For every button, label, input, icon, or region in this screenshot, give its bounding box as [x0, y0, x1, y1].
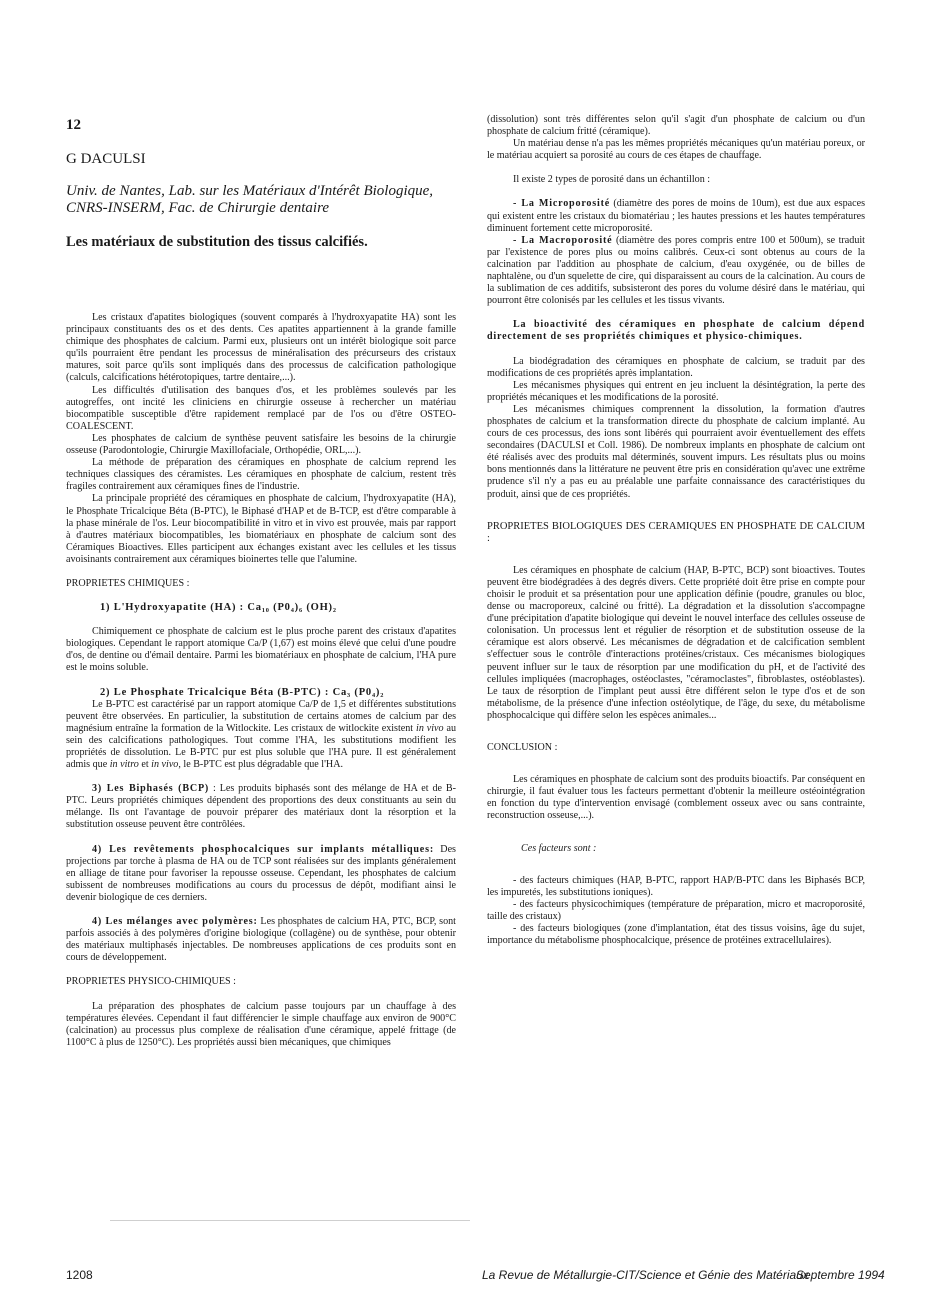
biphase-paragraph: 3) Les Biphasés (BCP) : Les produits biphasés sont des mélange de HA et de B-PTC. Leurs propriétés chimiques dépendent des proportions des deux constituants au sein du mélange. Ils ont l'avantage de pouvoir préparer des matériaux dont la résorption et la substitution osseuse peuvent être contrôlées.: [66, 783, 456, 831]
biodegradation-paragraph: La biodégradation des céramiques en phosphate de calcium, se traduit par des modifications de ces propriétés après implantation.: [487, 355, 865, 379]
porosity-intro: Il existe 2 types de porosité dans un échantillon :: [513, 174, 711, 186]
intro-paragraph-2: Les difficultés d'utilisation des banques d'os, et les problèmes soulevés par les autogreffes, ont incité les cliniciens en chirurgie osseuse à rechercher un matériau biocompatible susceptible d'être rapidement remplacé par de l'os ou d'être OSTEO-COALESCENT.: [66, 384, 456, 432]
coatings-heading: 4) Les revêtements phosphocalciques sur implants métalliques:: [92, 843, 434, 855]
biphase-heading: 3) Les Biphasés (BCP): [92, 783, 210, 795]
physchem-text: La préparation des phosphates de calcium passe toujours par un chauffage à des températures élevées. Cependant il faut différencier le simple chauffage aux environ de 900°C (calcination) au processus plus complexe de réalisation d'une céramique, appelé frittage (de 1100°C à plus de 1250°C). Les propriétés aussi bien mécaniques, que chimiques: [66, 1000, 456, 1048]
factors-lead: Ces facteurs sont :: [521, 842, 597, 854]
footer-journal: La Revue de Métallurgie-CIT/Science et Génie des Matériaux: [482, 1268, 809, 1282]
coatings-paragraph: 4) Les revêtements phosphocalciques sur implants métalliques: Des projections par torche à plasma de HA ou de TCP sont réalisées sur des implants généralement en alliage de titane pour favoriser la repousse osseuse. Cependant, les phosphates de calcium subissent de nombreuses modifications au cours du processus de dépôt, modifiant ainsi le devenir biologique de ces derniers.: [66, 843, 456, 903]
microporosity-paragraph: - La Microporosité (diamètre des pores de moins de 10um), est due aux espaces qui existent entre les cristaux du biomatériau ; les hautes pressions et les hautes températures diminuent fortement cette microporosité.: [487, 198, 865, 234]
chemical-mechanisms-paragraph: Les mécanismes chimiques comprennent la dissolution, la formation d'autres phosphates de calcium et la transformation directe du phosphate de calcium implanté. Au cours de ces processus, des ions sont libérés qui pourraient avoir éventuellement des effets secondaires (DACULSI et Coll. 1986). De nombreux implants en phosphate de calcium ont été réalisés avec des produits mal déterminés, souvent impurs. Les résultats plus ou moins bons mentionnés dans la littérature ne peuvent être pris en considération qu'avec une extrême prudence s'il n'y a pas eu au préalable une parfaite connaissance des caractéristiques du produit, ainsi que de ces propriétés.: [487, 403, 865, 500]
macroporosity-paragraph: - La Macroporosité (diamètre des pores compris entre 100 et 500um), se traduit par l'existence de pores plus ou moins calibrés. Ceux-ci sont obtenus au cours de la calcination par l'addition au phosphate de calcium, d'eau oxygénée, ou de billes de naphtalène, ou d'un squelette de cire, qui disparaissent au cours de la calcination. Au cours de la sublimation de ces additifs, subsisteront des pores du volume désiré dans le matériau, qui pourront être colonisés par les cellules et les tissus vivants.: [487, 234, 865, 307]
chem-properties-heading: PROPRIETES CHIMIQUES :: [66, 577, 190, 589]
physical-mechanisms-paragraph: Les mécanismes physiques qui entrent en jeu incluent la désintégration, la perte des propriétés mécaniques et les modifications de la porosité.: [487, 379, 865, 403]
polymers-heading: 4) Les mélanges avec polymères:: [92, 916, 258, 928]
author: G DACULSI: [66, 151, 146, 167]
macroporosity-label: - La Macroporosité: [513, 234, 613, 246]
bottom-rule: [110, 1220, 470, 1221]
intro-paragraph-1: Les cristaux d'apatites biologiques (souvent comparés à l'hydroxyapatite HA) sont les principaux constituants des os et des dents. Ces apatites appartiennent à la grande famille chimique des phosphates de calcium. Parmi eux, plusieurs ont un intérêt biologique soit parce qu'ils pourraient être pendant les processus de minéralisation des précurseurs des cristaux matures, soit parce qu'ils sont impliqués dans des processus de calcification pathologique (calculs, calcifications hétérotopiques, tartre dentaire,...).: [66, 312, 456, 384]
factor-chemical: - des facteurs chimiques (HAP, B-PTC, rapport HAP/B-PTC dans les Biphasés BCP, les impuretés, les substitutions ioniques).: [487, 874, 865, 898]
affiliation: Univ. de Nantes, Lab. sur les Matériaux d'Intérêt Biologique, CNRS-INSERM, Fac. de Chirurgie dentaire: [66, 183, 434, 216]
factor-biological: - des facteurs biologiques (zone d'implantation, état des tissus voisins, âge du sujet, importance du métabolisme phosphocalcique, présence de protéines extracellulaires).: [487, 922, 865, 947]
footer-page-number: 1208: [66, 1268, 93, 1282]
factor-physicochemical: - des facteurs physicochimiques (température de préparation, micro et macroporosité, taille des cristaux): [487, 898, 865, 922]
polymers-paragraph: 4) Les mélanges avec polymères: Les phosphates de calcium HA, PTC, BCP, sont parfois associés à des polymères d'origine biologique (collagène) ou de synthèse, pour obtenir des matériaux multiphasés injectables. De nombreuses applications de ces produits sont en cours de développement.: [66, 916, 456, 964]
hydroxyapatite-text: Chimiquement ce phosphate de calcium est le plus proche parent des cristaux d'apatites biologiques. Cependant le rapport atomique Ca/P (1,67) est moins élevé que celui d'une poudre d'os, de dentine ou d'émail dentaire. Parmi les biomatériaux en phosphate de calcium, l'HA pure est le moins soluble.: [66, 626, 456, 674]
ptc-heading: 2) Le Phosphate Tricalcique Béta (B-PTC) : Ca₃ (P0₄)₂: [100, 686, 385, 698]
left-column: [66, 312, 456, 1049]
bio-properties-text: Les céramiques en phosphate de calcium (HAP, B-PTC, BCP) sont bioactives. Toutes peuvent être biodégradées à des degrés divers. Cette propriété doit être prise en compte pour choisir le produit et sa présentation pour une application définie (poudre, granules ou bloc, dense ou macroporeux, calciné ou fritté). La dégradation et la dissolution s'accompagne d'une précipitation d'apatite biologique qui deveint le nouvel interface des cellules osseuse de colonisation. Un processus lent et régulier de résorption et de substitution osseuse de la céramique est alors observé. Les mécanismes de dégradation et de calcification semblent s'effectuer sous le contrôle d'interactions protéines/cristaux. Ces mécanismes biologiques peuvent influer sur le taux de résorption par une modification du pH, et de l'activité des cellules impliquées (macrophages, ostéoclastes, "céramoclastes", fibroblastes, ostéoblastes). Le taux de résorption de l'implant peut aussi être différent selon le type d'os et de son métabolisme, de la présence d'une infection ostéolytique, de l'âge, du sexe, du métabolisme phosphocalcique qui diffère selon les espèces animales...: [487, 564, 865, 721]
section-number: 12: [66, 117, 81, 133]
bioactivity-statement: La bioactivité des céramiques en phosphate de calcium dépend directement de ses propriétés chimiques et physico-chimiques.: [487, 319, 865, 343]
hydroxyapatite-heading: 1) L'Hydroxyapatite (HA) : Ca₁₀ (P0₄)₆ (OH)₂: [100, 602, 337, 614]
intro-paragraph-3: Les phosphates de calcium de synthèse peuvent satisfaire les besoins de la chirurgie osseuse (Parodontologie, Chirurgie Maxillofaciale, Orthopédie, ORL,...).: [66, 432, 456, 457]
intro-paragraph-5: La principale propriété des céramiques en phosphate de calcium, l'hydroxyapatite (HA), le Phosphate Tricalcique Béta (B-PTC), le Biphasé d'HAP et de B-TCP, est d'être comparable à la phase minérale de l'os. Leur biocompatibilité in vitro et in vivo est prouvée, mais par rapport à d'autres matériaux biocompatibles, les biomatériaux en phosphate de calcium sont des Céramiques Bioactives. Elles participent aux échanges existant avec les cellules et les tissus avoisinants contrairement aux céramiques bioinertes telle que l'alumine.: [66, 493, 456, 565]
conclusion-heading: CONCLUSION :: [487, 742, 558, 754]
ptc-text: Le B-PTC est caractérisé par un rapport atomique Ca/P de 1,5 et différentes substitutions peuvent être observées. En particulier, la substitution de certains atomes de calcium par des magnésium entraîne la formation de la Witlockite. Les cristaux de witlockite existent in vivo au sein des calcifications pathologiques. Tout comme l'HA, les substitutions modifient les propriétés de dissolution. Le B-PTC pur est plus soluble que l'HA pure. Il est généralement admis que in vitro et in vivo, le B-PTC est plus dégradable que l'HA.: [66, 698, 456, 771]
intro-paragraph-4: La méthode de préparation des céramiques en phosphate de calcium reprend les techniques classiques des céramistes. Les céramiques en phosphate de calcium, restent très fragiles contrairement aux céramiques fines de l'industrie.: [66, 457, 456, 493]
footer-date: Septembre 1994: [796, 1268, 885, 1282]
right-column: [487, 114, 865, 947]
conclusion-text: Les céramiques en phosphate de calcium sont des produits bioactifs. Par conséquent en chirurgie, il faut évaluer tous les facteurs permettant d'obtenir la meilleure ostéointégration en fonction du type d'intervention envisagé (comblement osseux avec ou sans contrainte, reconstruction osseuse,...).: [487, 774, 865, 822]
physchem-properties-heading: PROPRIETES PHYSICO-CHIMIQUES :: [66, 976, 236, 988]
microporosity-label: - La Microporosité: [513, 198, 611, 210]
article-title: Les matériaux de substitution des tissus calcifiés.: [66, 234, 368, 250]
dissolution-continuation: (dissolution) sont très différentes selon qu'il s'agit d'un phosphate de calcium ou d'un phosphate de calcium fritté (céramique).: [487, 114, 865, 138]
bio-properties-heading: PROPRIETES BIOLOGIQUES DES CERAMIQUES EN PHOSPHATE DE CALCIUM :: [487, 520, 865, 544]
dense-paragraph: Un matériau dense n'a pas les mêmes propriétés mécaniques qu'un matériau poreux, or le matériau acquiert sa porosité au cours de ces étapes de chauffage.: [487, 138, 865, 162]
